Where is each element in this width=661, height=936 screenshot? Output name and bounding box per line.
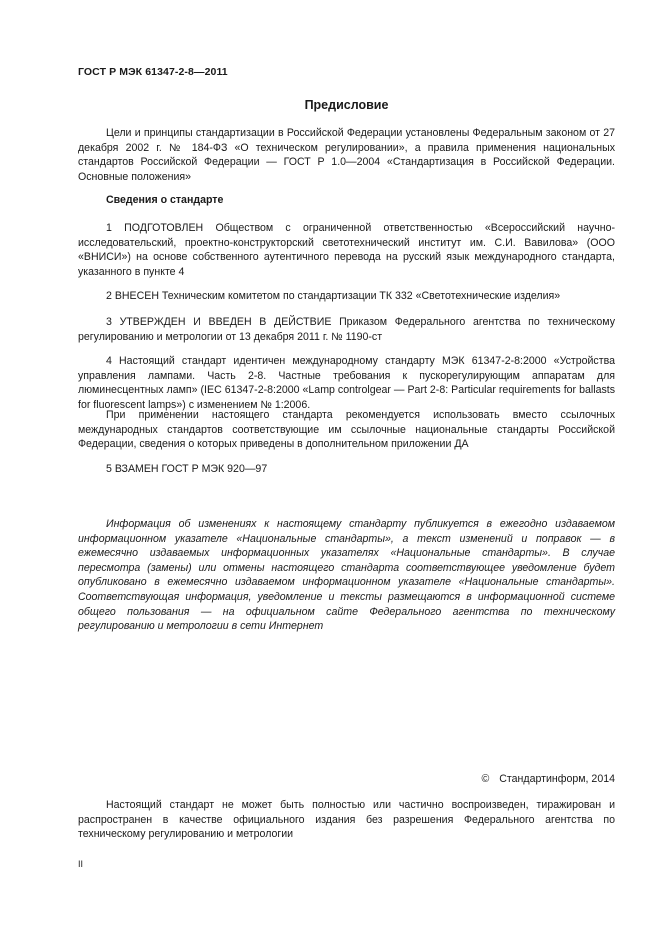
item-5: 5 ВЗАМЕН ГОСТ Р МЭК 920—97 <box>106 463 268 475</box>
subheading: Сведения о стандарте <box>106 194 224 206</box>
page-number: II <box>78 859 84 869</box>
reproduction-notice: Настоящий стандарт не может быть полностью или частично воспроизведен, тиражирован и распространен в качестве официального издания без разрешения Федерального агентства по техническому регулированию и метрологии <box>78 799 615 841</box>
copyright-icon: © <box>481 773 490 785</box>
intro-paragraph: Цели и принципы стандартизации в Российской Федерации установлены Федеральным законом от 27 декабря 2002 г. № 184-ФЗ «О техническом регулировании», а правила применения национальных стандартов Российской Федерации — ГОСТ Р 1.0—2004 «Стандартизация в Российской Федерации. Основные положения» <box>78 127 615 183</box>
info-notice: Информация об изменениях к настоящему стандарту публикуется в ежегодно издаваемом информационном указателе «Национальные стандарты», а текст изменений и поправок — в ежемесячно издаваемых информационных указателях «Национальные стандарты». В случае пересмотра (замены) или отмены настоящего стандарта соответствующее уведомление будет опубликовано в ежемесячно издаваемом информационном указателе «Национальные стандарты». Соответствующая информация, уведомление и тексты размещаются в информационной системе общего пользования — на официальном сайте Федерального агентства по техническому регулированию и метрологии в сети Интернет <box>78 518 615 633</box>
document-header: ГОСТ Р МЭК 61347-2-8—2011 <box>78 66 228 78</box>
copyright-line <box>481 773 615 785</box>
item-2: 2 ВНЕСЕН Техническим комитетом по стандартизации ТК 332 «Светотехнические изделия» <box>106 290 561 302</box>
copyright-text: Стандартинформ, 2014 <box>499 773 615 785</box>
page-title: Предисловие <box>304 98 389 112</box>
item-4-note: При применении настоящего стандарта рекомендуется использовать вместо ссылочных международных стандартов соответствующие им ссылочные национальные стандарты Российской Федерации, сведения о которых приведены в дополнительном приложении ДА <box>78 409 615 451</box>
item-1: 1 ПОДГОТОВЛЕН Обществом с ограниченной ответственностью «Всероссийский научно-исследовательский, проектно-конструкторский светотехнический институт им. С.И. Вавилова» (ООО «ВНИСИ») на основе собственного аутентичного перевода на русский язык международного стандарта, указанного в пункте 4 <box>78 222 615 278</box>
item-4: 4 Настоящий стандарт идентичен международному стандарту МЭК 61347-2-8:2000 «Устройства управления лампами. Часть 2-8. Частные требования к пускорегулирующим аппаратам для люминесцентных ламп» (IEC 61347-2-8:2000 «Lamp controlgear — Part 2-8: Particular requirements for ballasts for fluorescent lamps») с изменением № 1:2006. <box>78 355 615 411</box>
item-3: 3 УТВЕРЖДЕН И ВВЕДЕН В ДЕЙСТВИЕ Приказом Федерального агентства по техническому регулированию и метрологии от 13 декабря 2011 г. № 1190-ст <box>78 316 615 343</box>
